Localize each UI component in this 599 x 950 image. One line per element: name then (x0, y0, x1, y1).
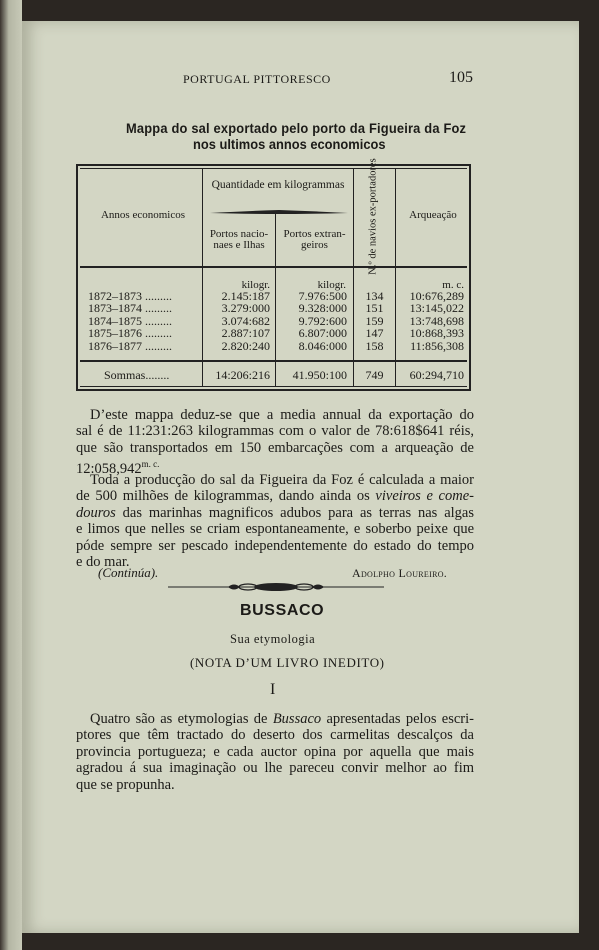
totals-tonnage: 60:294,710 (409, 368, 464, 382)
table-cell-year: 1876–1877 ......... (88, 338, 172, 353)
totals-foreign: 41.950:100 (292, 368, 347, 382)
table-cell-year: 1874–1875 ......... (88, 313, 172, 328)
table-cell-year: 1875–1876 ......... (88, 326, 172, 341)
header-national-ports: Portos nacio- naes e Ilhas (209, 228, 269, 251)
table-cell-year: 1873–1874 ......... (88, 301, 172, 316)
section-heading: BUSSACO (240, 602, 325, 619)
table-cell-foreign: 9.792:600 (298, 313, 347, 328)
paragraph-average: D’este mappa deduz-se que a media annual da exportação do sal é de 11:231:263 kilogrammas com o valor de 78:618$641 réis, que são transportados em 150 embarcações com a arqueação de $12:058,942^{m. c.}$ (76, 407, 474, 478)
section-subtitle: Sua etymologia (230, 632, 316, 646)
table-cell-foreign: 8.046:000 (298, 338, 347, 353)
table-title-line2: nos ultimos annos economicos (193, 136, 386, 152)
header-years: Annos economicos (100, 209, 185, 221)
chapter-number: I (270, 681, 276, 698)
header-tonnage: Arqueação (409, 209, 457, 221)
page-number: 105 (449, 69, 473, 86)
table-cell-ships: 151 (365, 301, 384, 316)
table-col-divider (395, 168, 396, 386)
section-note: (NOTA D’UM LIVRO INEDITO) (190, 655, 385, 670)
table-cell-ships: 159 (365, 313, 384, 328)
table-inner-top-rule (80, 168, 467, 169)
totals-national: 14:206:216 (215, 368, 270, 382)
export-table (76, 164, 471, 391)
table-cell-national: 2.820:240 (221, 338, 270, 353)
totals-ships: 749 (365, 368, 384, 382)
table-cell-tonnage: 10:868,393 (409, 326, 464, 341)
totals-label: Sommas........ (104, 368, 170, 382)
header-quantity: Quantidade em kilogrammas (211, 179, 345, 191)
paragraph-production: Toda a producção do sal da Figueira da Foz é calculada a maior de 500 milhões de kilogrammas, dando ainda os viveiros e come- douros das marinhas magnificos adubos para as terras nas algas e limos que nelles se criam espontaneamente, e soberbo peixe que póde sempre ser pescado independentemente do estado do tempo e do mar. (76, 472, 474, 571)
table-cell-tonnage: 13:145,022 (409, 301, 464, 316)
table-cell-ships: 134 (365, 289, 384, 303)
table-cell-foreign: 9.328:000 (298, 301, 347, 316)
header-ships: N.º de navios ex-portadores (367, 158, 379, 275)
unit-foreign: kilogr. (317, 279, 346, 291)
table-cell-national: 3.279:000 (221, 301, 270, 316)
continua-note: (Continúa). (98, 565, 159, 580)
author-signature: Adolpho Loureiro. (352, 566, 448, 580)
table-header-rule (80, 266, 467, 268)
table-cell-national: 3.074:682 (221, 313, 270, 328)
ornament-divider (168, 580, 384, 594)
table-totals-rule (80, 360, 467, 362)
table-cell-year: 1872–1873 ......... (88, 289, 172, 303)
table-cell-tonnage: 11:856,308 (410, 338, 464, 353)
book-gutter (0, 0, 22, 950)
table-cell-tonnage: 10:676,289 (409, 289, 464, 303)
running-head: PORTUGAL PITTORESCO (183, 72, 331, 86)
table-cell-tonnage: 13:748,698 (409, 313, 464, 328)
table-cell-foreign: 6.807:000 (298, 326, 347, 341)
table-cell-national: 2.887:107 (221, 326, 270, 341)
unit-national: kilogr. (241, 279, 270, 291)
header-foreign-ports: Portos extran- geiros (283, 228, 346, 251)
table-inner-bottom-rule (80, 386, 467, 387)
header-brace-rule (208, 208, 350, 216)
table-col-divider (353, 168, 354, 386)
table-col-divider (275, 214, 276, 386)
table-title-line1: Mappa do sal exportado pelo porto da Figueira da Foz (126, 120, 467, 136)
table-cell-foreign: 7.976:500 (298, 289, 347, 303)
table-col-divider (202, 168, 203, 386)
paragraph-etymology: Quatro são as etymologias de Bussaco apresentadas pelos escri- ptores que têm tractado do deserto dos carmelitas descalços da provincia portugueza; e cada auctor opina por aquella que mais agradou á sua imaginação ou lhe pareceu convir melhor ao fim que se propunha. (76, 711, 474, 793)
unit-tonnage: m. c. (442, 279, 464, 291)
table-cell-ships: 158 (365, 338, 384, 353)
table-cell-national: 2.145:187 (221, 289, 270, 303)
table-cell-ships: 147 (365, 326, 384, 341)
